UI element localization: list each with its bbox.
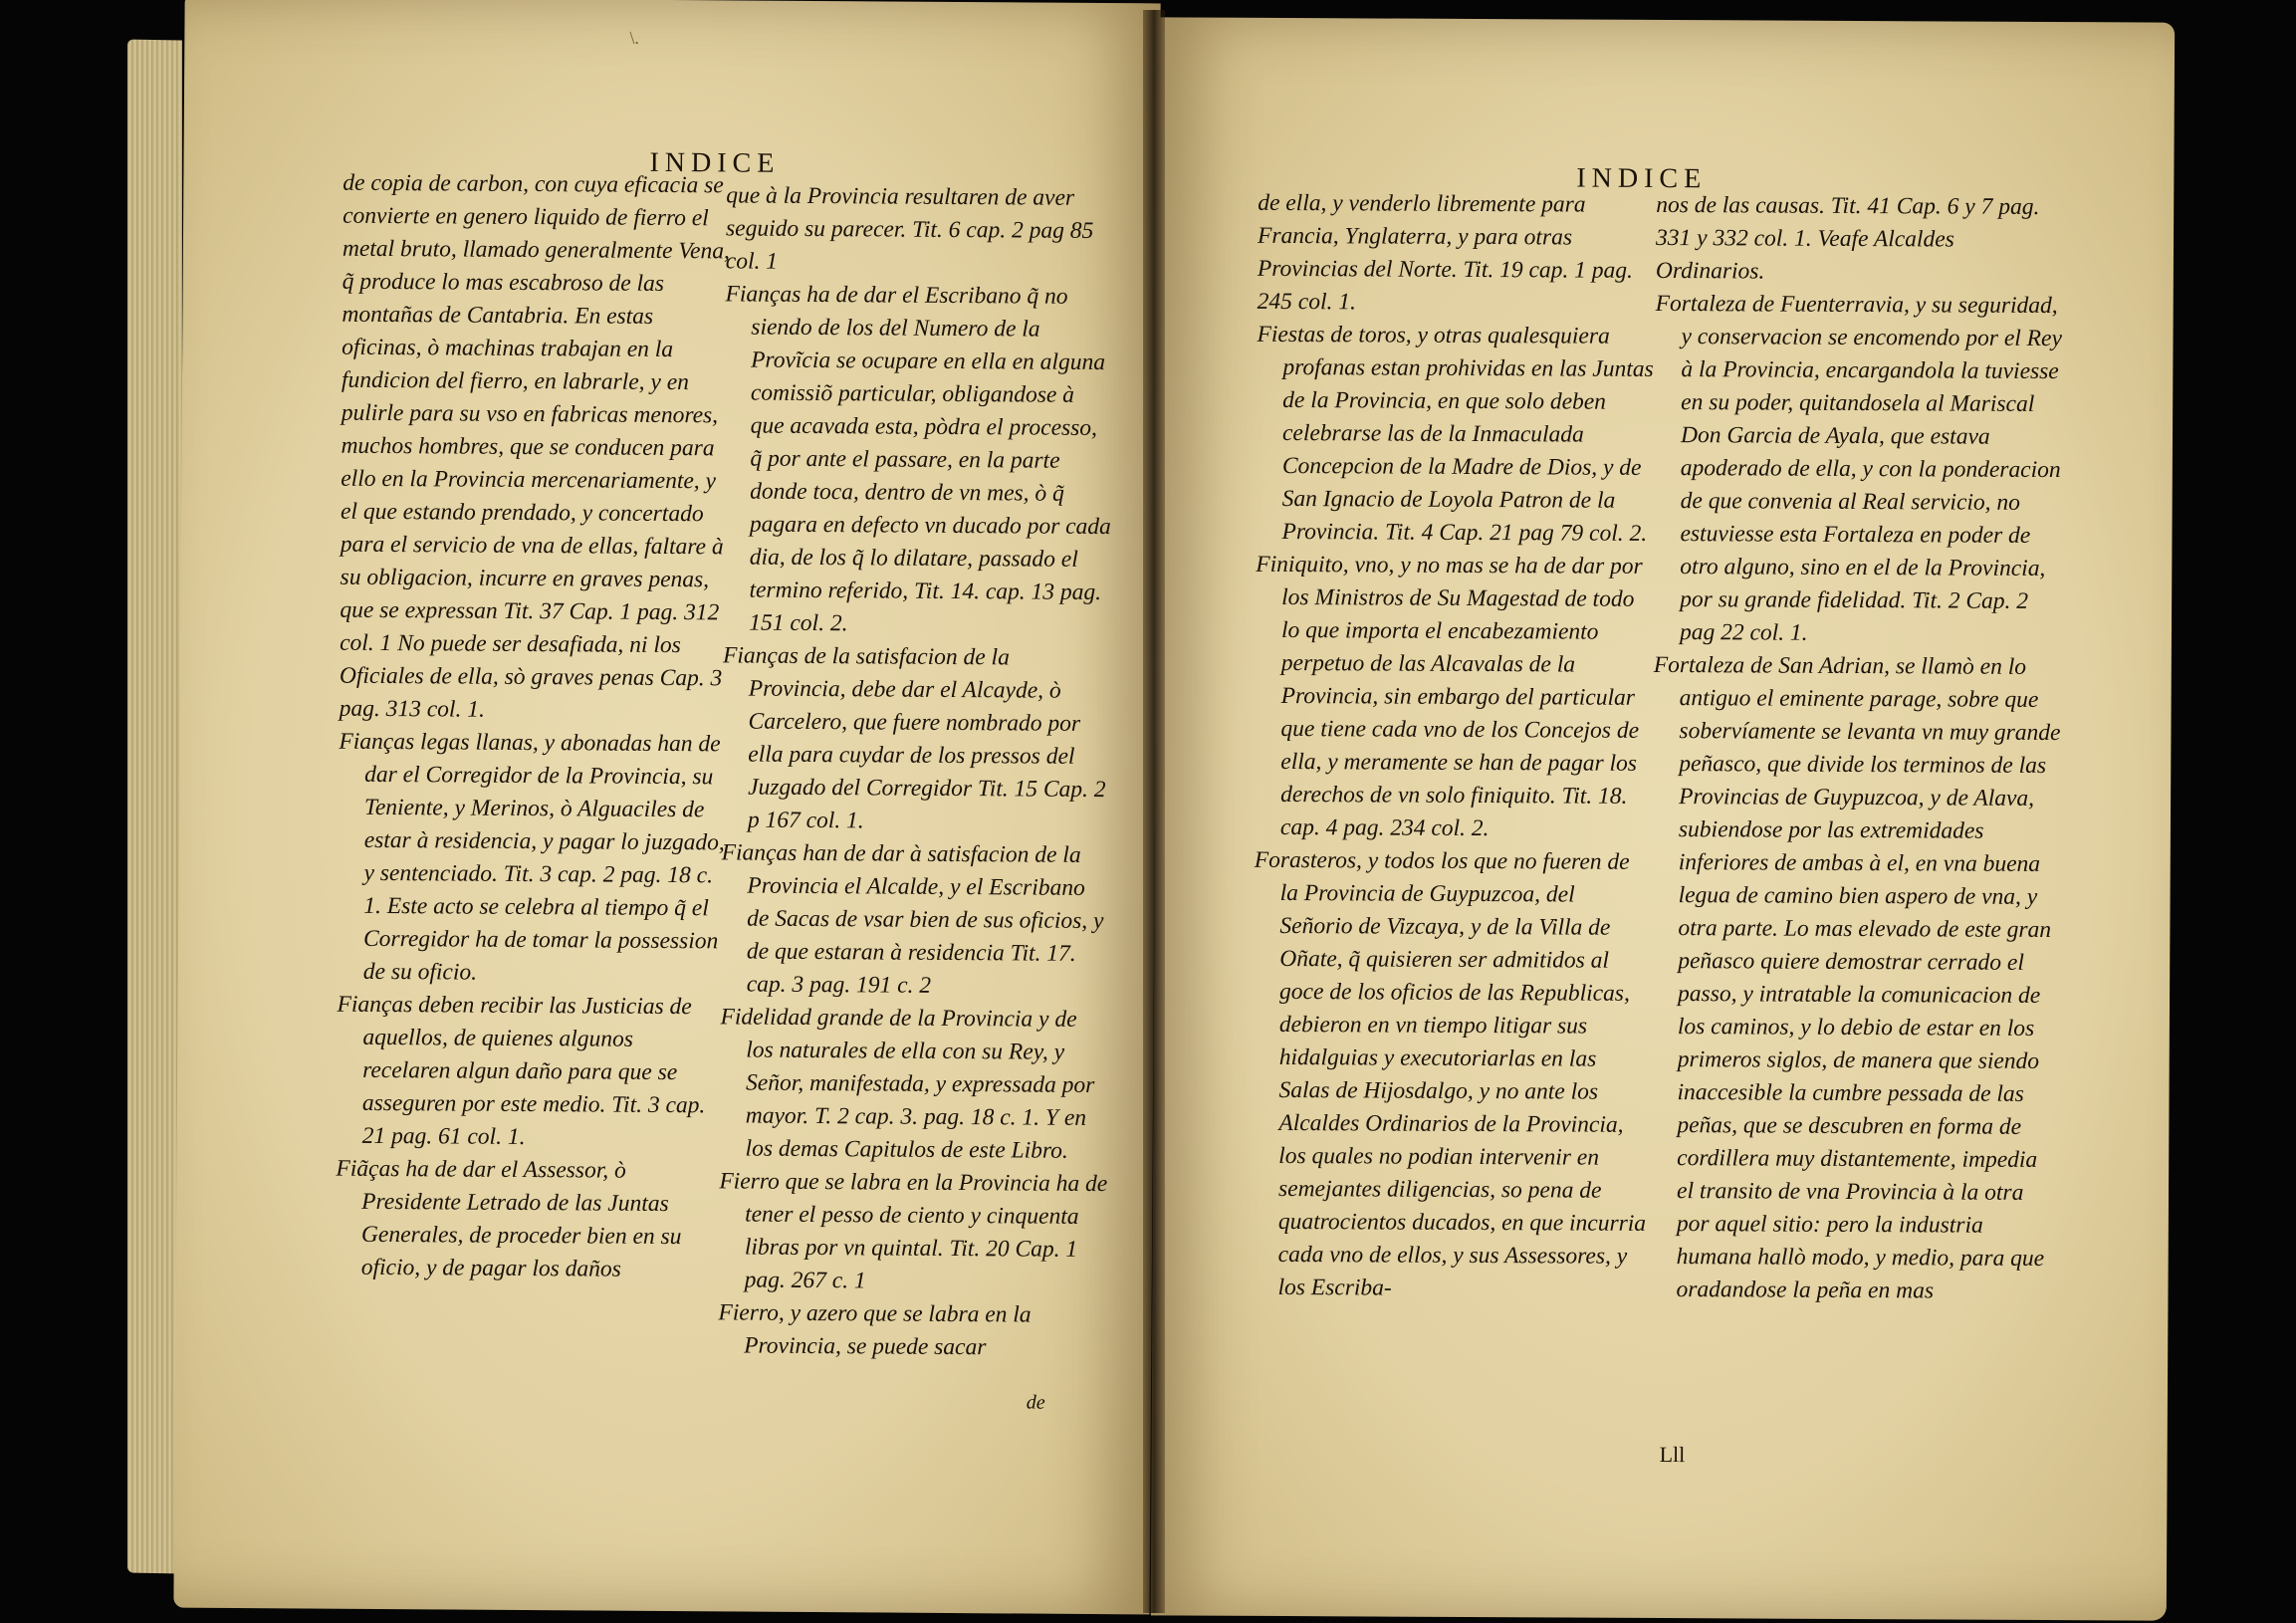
index-entry: Fortaleza de San Adrian, se llamò en lo antiguo el eminente parage, sobre que sobervíamente se levanta vn muy grande peñasco, que divide los terminos de las Provincias de Guypuzcoa, y de Alava, subiendose por las extremidades inferiores de ambas à el, en vna buena legua de camino bien aspero de vna, y otra parte. Lo mas elevado de este gran peñasco quiere demostrar cerrado el passo, y intratable la comunicacion de los caminos, y lo debio de estar en los primeros siglos, de manera que siendo inaccesible la cumbre pessada de las peñas, que se descubren en forma de cordillera muy distantemente, impedia el transito de vna Provincia à la otra por aquel sitio: pero la industria humana hallò modo, y medio, para que oradandose la peña en mas <box>1653 651 2061 1304</box>
index-entry: de copia de carbon, con cuya eficacia se convierte en genero liquido de fierro el metal bruto, llamado generalmente Vena, q̃ produce lo mas escabroso de las montañas de Cantabria. En estas oficinas, ò machinas trabajan en la fundicion del fierro, en labrarle, y en pulirle para su vso en fabricas menores, muchos hombres, que se conducen para ello en la Provincia mercenariamente, y el que estando prendado, y concertado para el servicio de vna de ellas, faltare à su obligacion, incurre en graves penas, que se expressan Tit. 37 Cap. 1 pag. 312 col. 1 No puede ser desafiada, ni los Oficiales de ella, sò graves penas Cap. 3 pag. 313 col. 1. <box>339 169 730 723</box>
index-entry: Finiquito, vno, y no mas se ha de dar por los Ministros de Su Magestad de todo lo que importa el encabezamiento perpetuo de las Alcavalas de la Provincia, sin embargo del particular que tiene cada vno de los Concejos de ella, y meramente se han de pagar los derechos de vn solo finiquito. Tit. 18. cap. 4 pag. 234 col. 2. <box>1256 551 1643 842</box>
index-entry: Fierro que se labra en la Provincia ha de tener el pesso de ciento y cinquenta libras por vn quintal. Tit. 20 Cap. 1 pag. 267 c. 1 <box>719 1168 1108 1294</box>
left-column-2 <box>718 179 1114 1365</box>
index-entry: Fierro, y azero que se labra en la Provincia, se puede sacar <box>718 1299 1032 1361</box>
index-entry: Fortaleza de Fuenterravia, y su seguridad, y conservacion se encomendo por el Rey à la Provincia, encargandola la tuviesse en su poder, quitandosela al Mariscal Don Garcia de Ayala, que estava apoderado de ella, y con la ponderacion de que convenia al Real servicio, no estuviesse esta Fortaleza en poder de otro alguno, sino en el de la Provincia, por su grande fidelidad. Tit. 2 Cap. 2 pag 22 col. 1. <box>1655 290 2062 646</box>
index-entry: Fianças deben recibir las Justicias de aquellos, de quienes algunos recelaren algun daño para que se asseguren por este medio. Tit. 3 cap. 21 pag. 61 col. 1. <box>337 991 706 1151</box>
left-column-1 <box>336 167 732 1287</box>
right-column-2 <box>1650 189 2064 1308</box>
index-entry: que à la Provincia resultaren de aver seguido su parecer. Tit. 6 cap. 2 pag 85 col. 1 <box>725 182 1094 275</box>
left-page <box>173 0 1160 1614</box>
index-entry: Fianças legas llanas, y abonadas han de dar el Corregidor de la Provincia, su Teniente, y Merinos, ò Alguaciles de estar à residencia, y pagar lo juzgado, y sentenciado. Tit. 3 cap. 2 pag. 18 c. 1. Este acto se celebra al tiempo q̃ el Corregidor ha de tomar la possession de su oficio. <box>339 728 725 986</box>
index-entry: Fidelidad grande de la Provincia y de los naturales de ella con su Rey, y Señor, manifestada, y expressada por mayor. T. 2 cap. 3. pag. 18 c. 1. Y en los demas Capitulos de este Libro. <box>720 1004 1095 1164</box>
page-mark: \. <box>629 27 639 48</box>
signature-mark: Lll <box>1659 1441 1686 1468</box>
right-column-1 <box>1252 187 1656 1306</box>
page-header-right: INDICE <box>1576 162 1708 195</box>
index-entry: Fianças han de dar à satisfacion de la Provincia el Alcalde, y el Escribano de Sacas de vsar bien de sus oficios, y de que estaran à residencia Tit. 17. cap. 3 pag. 191 c. 2 <box>721 839 1104 999</box>
index-entry: Forasteros, y todos los que no fueren de la Provincia de Guypuzcoa, del Señorio de Vizcaya, y de la Villa de Oñate, q̃ quisieren ser admitidos al goce de los oficios de las Republicas, debieron en vn tiempo litigar sus hidalguias y executoriarlas en las Salas de Hijosdalgo, y no ante los Alcaldes Ordinarios de la Provincia, los quales no podian intervenir en semejantes diligencias, so pena de quatrocientos ducados, en que incurria cada vno de ellos, y sus Assessores, y los Escriba- <box>1254 846 1647 1301</box>
index-entry: de ella, y venderlo libremente para Francia, Ynglaterra, y para otras Provincias del Norte. Tit. 19 cap. 1 pag. 245 col. 1. <box>1257 189 1634 316</box>
index-entry: Fianças de la satisfacion de la Provincia, debe dar el Alcayde, ò Carcelero, que fuere nombrado por ella para cuydar de los pressos del Juzgado del Corregidor Tit. 15 Cap. 2 p 167 col. 1. <box>722 642 1106 834</box>
page-header-left: INDICE <box>649 146 781 179</box>
book-gutter <box>1143 10 1165 1613</box>
page-edges <box>127 40 182 1574</box>
right-page <box>1151 17 2175 1620</box>
index-entry: Fianças ha de dar el Escribano q̃ no siendo de los del Numero de la Provĩcia se ocupare en ella en alguna comissiõ particular, obligandose à que acavada esta, pòdra el processo, q̃ por ante el passare, en la parte donde toca, dentro de vn mes, ò q̃ pagara en defecto vn ducado por cada dia, de los q̃ lo dilatare, passado el termino referido, Tit. 14. cap. 13 pag. 151 col. 2. <box>725 281 1111 637</box>
index-entry: nos de las causas. Tit. 41 Cap. 6 y 7 pag. 331 y 332 col. 1. Veafe Alcaldes Ordinarios. <box>1655 191 2040 285</box>
index-entry: Fiãças ha de dar el Assessor, ò Presidente Letrado de las Juntas Generales, de proceder bien en su oficio, y de pagar los daños <box>336 1155 682 1282</box>
catchword: de <box>1026 1391 1045 1414</box>
index-entry: Fiestas de toros, y otras qualesquiera profanas estan prohividas en las Juntas de la Provincia, en que solo deben celebrarse las de la Inmaculada Concepcion de la Madre de Dios, y de San Ignacio de Loyola Patron de la Provincia. Tit. 4 Cap. 21 pag 79 col. 2. <box>1257 321 1654 547</box>
